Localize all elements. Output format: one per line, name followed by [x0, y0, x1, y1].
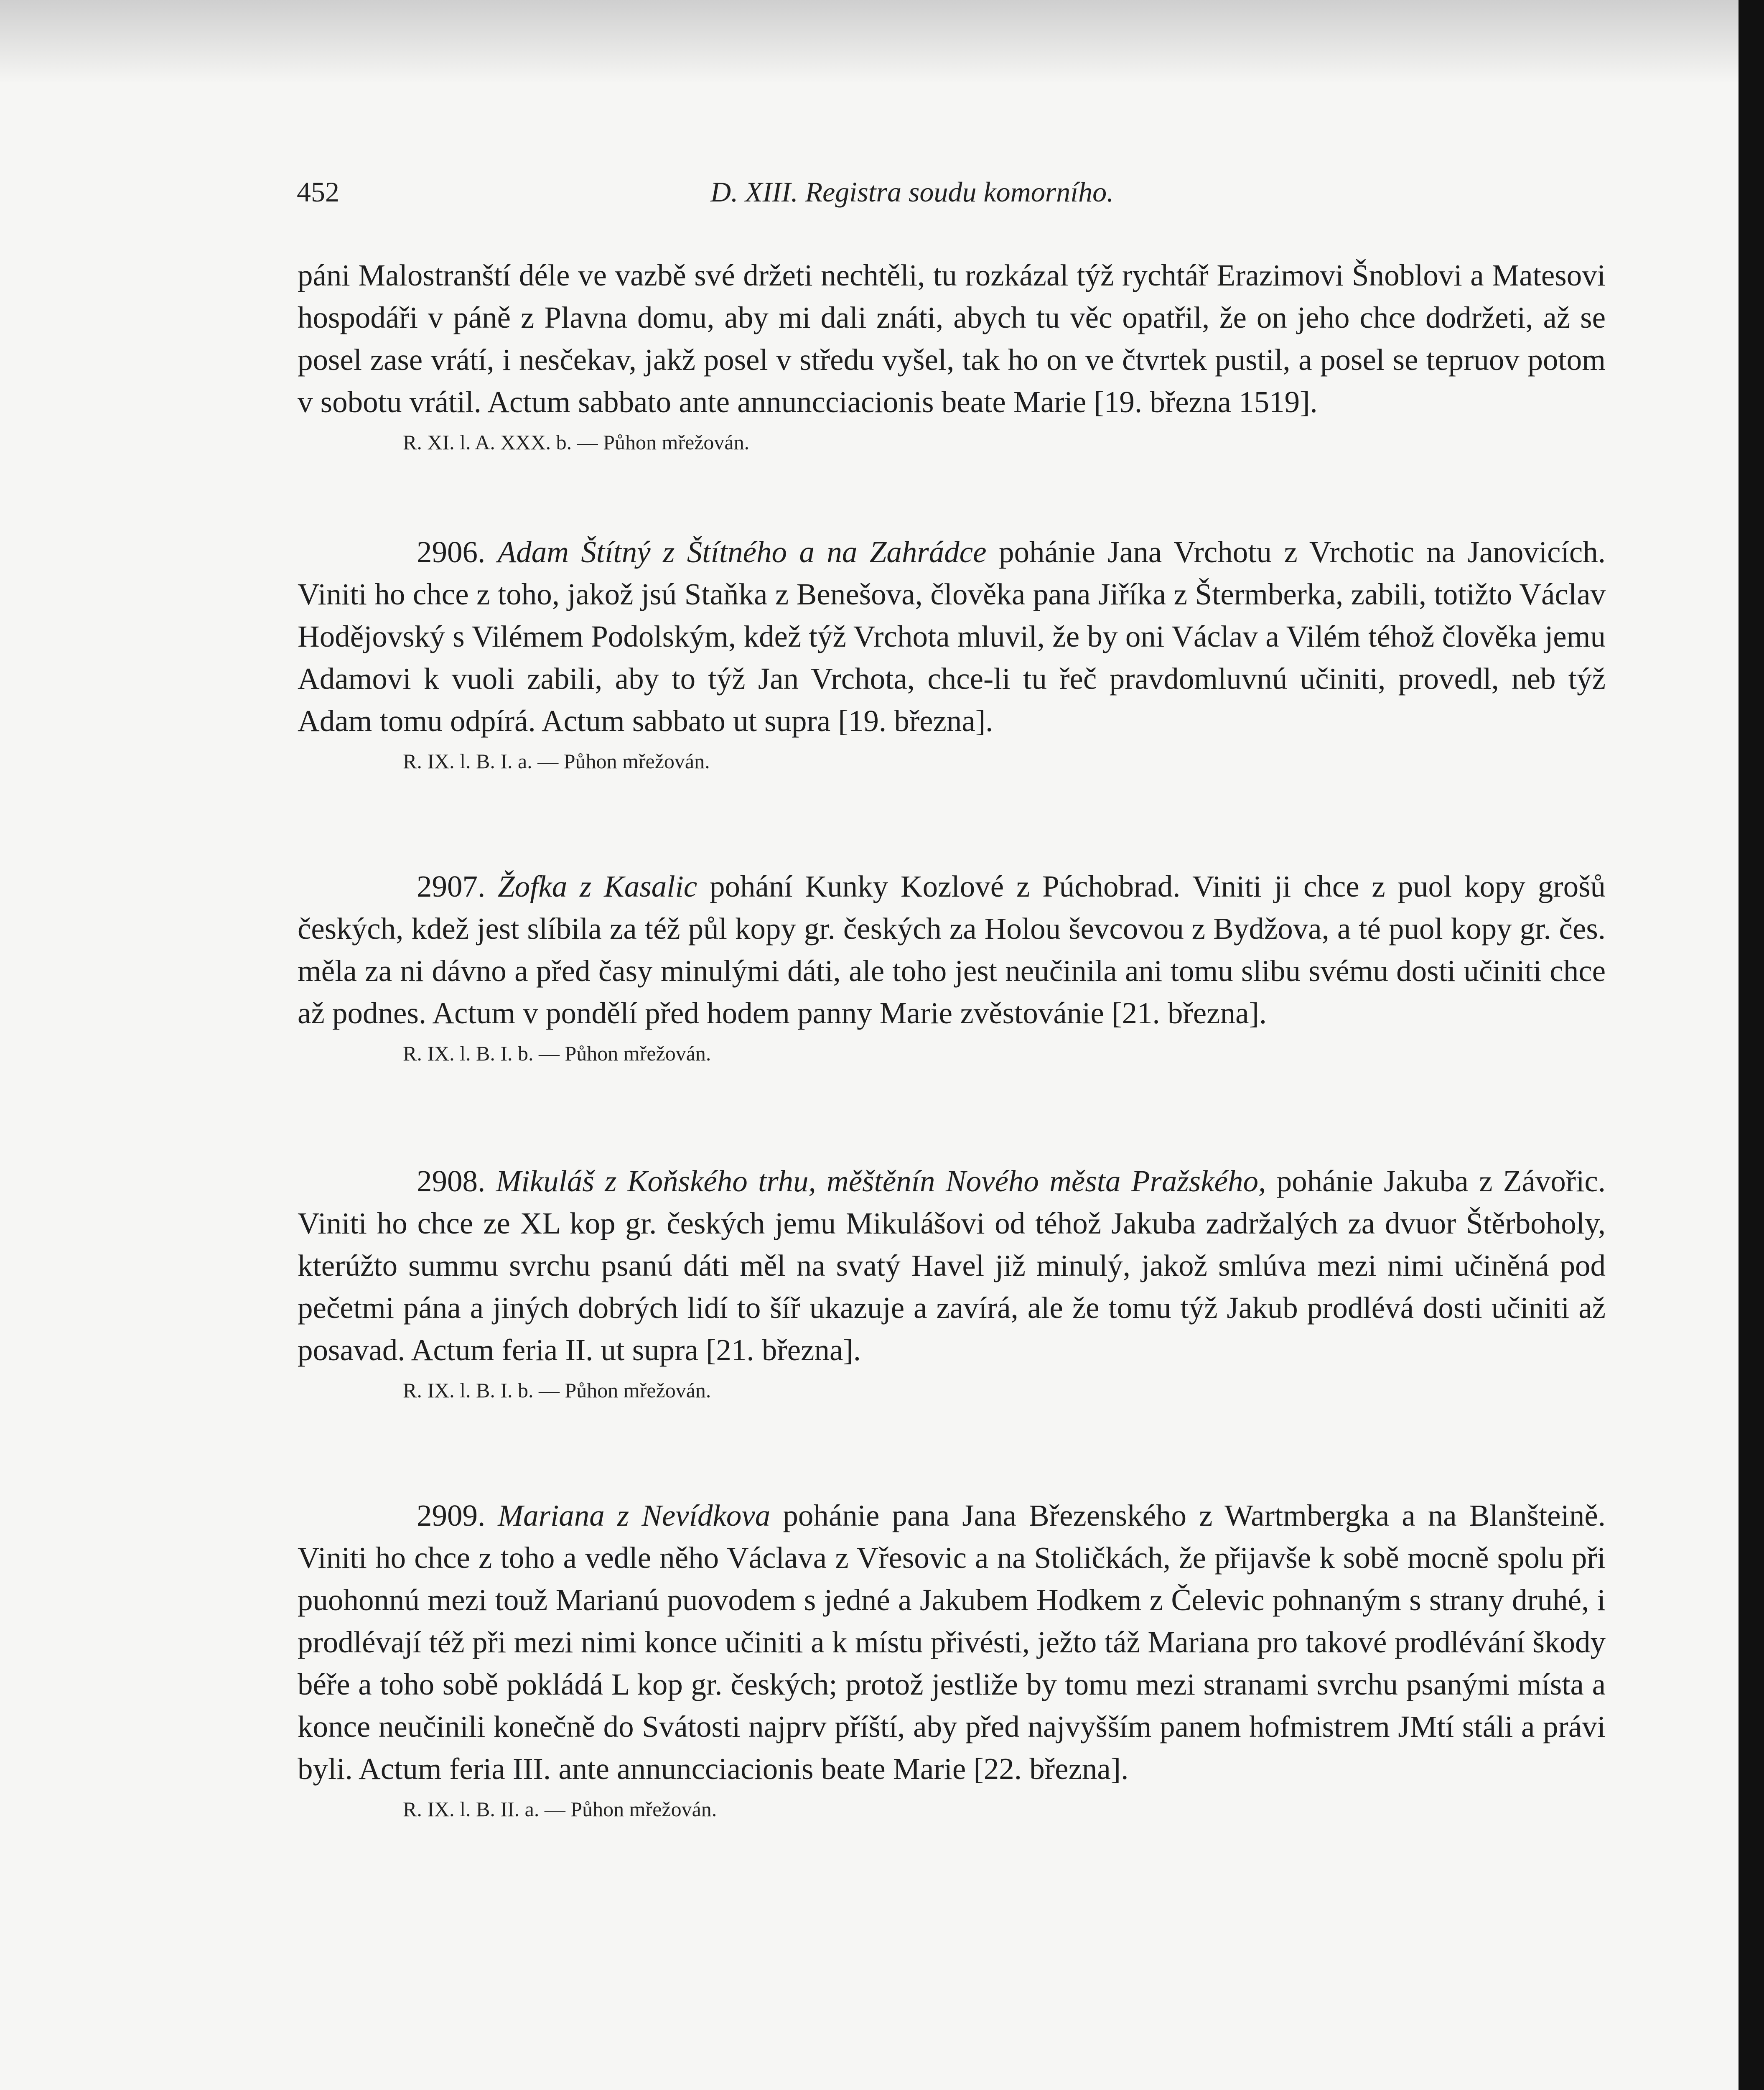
- entry-source: R. IX. l. B. I. b. — Půhon mřežován.: [403, 1379, 711, 1402]
- entry-source: R. IX. l. B. II. a. — Půhon mřežován.: [403, 1797, 717, 1821]
- entry-text: pohánie pana Jana Březenského z Wartmbergka a na Blanšteině. Viniti ho chce z toho a vedle něho Václava z Vřesovic a na Stoličkách, že přijavše k sobě mocně spolu při puohonnú mezi touž Marianú puovodem s jedné a Jakubem Hodkem z Čelevic pohnaným s strany druhé, i prodlévají též při mezi nimi konce učiniti a k místu přivésti, ježto táž Mariana pro takové prodlévání škody béře a toho sobě pokládá L kop gr. českých; protož jestliže by tomu mezi stranami svrchu psanými místa a konce neučinili konečně do Svátosti najprv příští, aby před najvyšším panem hofmistrem JMtí stáli a právi byli. Actum feria III. ante annuncciacionis beate Marie [22. března].: [298, 1499, 1606, 1786]
- entry-paragraph: [298, 865, 1606, 1034]
- entry-parties: Mikuláš z Koňského trhu, měštěnín Nového města Pražského,: [496, 1164, 1266, 1198]
- entry-text: pohání Kunky Kozlové z Púchobrad. Viniti ji chce z puol kopy grošů českých, kdež jest slíbila za též půl kopy gr. českých za Holou ševcovou z Bydžova, a té puol kopy gr. čes. měla za ni dávno a před časy minulými dáti, ale toho jest neučinila ani tomu slibu svému dosti učiniti chce až podnes. Actum v pondělí před hodem panny Marie zvěstovánie [21. března].: [298, 869, 1606, 1030]
- running-head: D. XIII. Registra soudu komorního.: [710, 176, 1114, 208]
- entry-paragraph: [298, 531, 1606, 742]
- entry-2909: [298, 1494, 1606, 1826]
- entry-number: 2908.: [417, 1164, 486, 1198]
- entry-paragraph: [298, 1494, 1606, 1790]
- entry-2908: [298, 1160, 1606, 1407]
- entry-text: pohánie Jakuba z Závořic. Viniti ho chce ze XL kop gr. českých jemu Mikulášovi od téhož Jakuba zadržalých za dvuor Štěrboholy, kterúžto summu svrchu psanú dáti měl na svatý Havel již minulý, jakož smlúva mezi nimi učiněná pod pečetmi pána a jiných dobrých lidí to šíř ukazuje a zavírá, ale že tomu týž Jakub prodlévá dosti učiniti až posavad. Actum feria II. ut supra [21. března].: [298, 1164, 1606, 1367]
- entry-continuation: [298, 254, 1606, 459]
- page-number: 452: [297, 176, 339, 208]
- entry-number: 2907.: [417, 869, 486, 903]
- entry-number: 2906.: [417, 535, 486, 569]
- entry-text: pohánie Jana Vrchotu z Vrchotic na Janovicích. Viniti ho chce z toho, jakož jsú Staňka z Benešova, člověka pana Jiříka z Štermberka, zabili, totižto Václav Hodějovský s Vilémem Podolským, kdež týž Vrchota mluvil, že by oni Václav a Vilém téhož člověka jemu Adamovi k vuoli zabili, aby to týž Jan Vrchota, chce-li tu řeč pravdomluvnú učiniti, provedl, neb týž Adam tomu odpírá. Actum sabbato ut supra [19. března].: [298, 535, 1606, 738]
- entry-parties: Mariana z Nevídkova: [498, 1499, 771, 1532]
- entry-parties: Adam Štítný z Štítného a na Zahrádce: [497, 535, 987, 569]
- entry-source: R. IX. l. B. I. b. — Půhon mřežován.: [403, 1042, 711, 1065]
- entry-source: R. XI. l. A. XXX. b. — Půhon mřežován.: [403, 431, 750, 454]
- entry-source: R. IX. l. B. I. a. — Půhon mřežován.: [403, 749, 710, 773]
- page-edge-shadow: [0, 0, 1739, 84]
- entry-number: 2909.: [417, 1499, 486, 1532]
- entry-paragraph: [298, 1160, 1606, 1371]
- entry-text: páni Malostranští déle ve vazbě své držeti nechtěli, tu rozkázal týž rychtář Erazimovi Šnoblovi a Matesovi hospodáři v páně z Plavna domu, aby mi dali znáti, abych tu věc opatřil, že on jeho chce dodržeti, až se posel zase vrátí, i nesčekav, jakž posel v středu vyšel, tak ho on ve čtvrtek pustil, a posel se tepruov potom v sobotu vrátil. Actum sabbato ante annuncciacionis beate Marie [19. března 1519].: [298, 258, 1606, 419]
- scan-border: [1739, 0, 1764, 2090]
- entry-2906: [298, 531, 1606, 778]
- entry-parties: Žofka z Kasalic: [498, 869, 697, 903]
- entry-2907: [298, 865, 1606, 1070]
